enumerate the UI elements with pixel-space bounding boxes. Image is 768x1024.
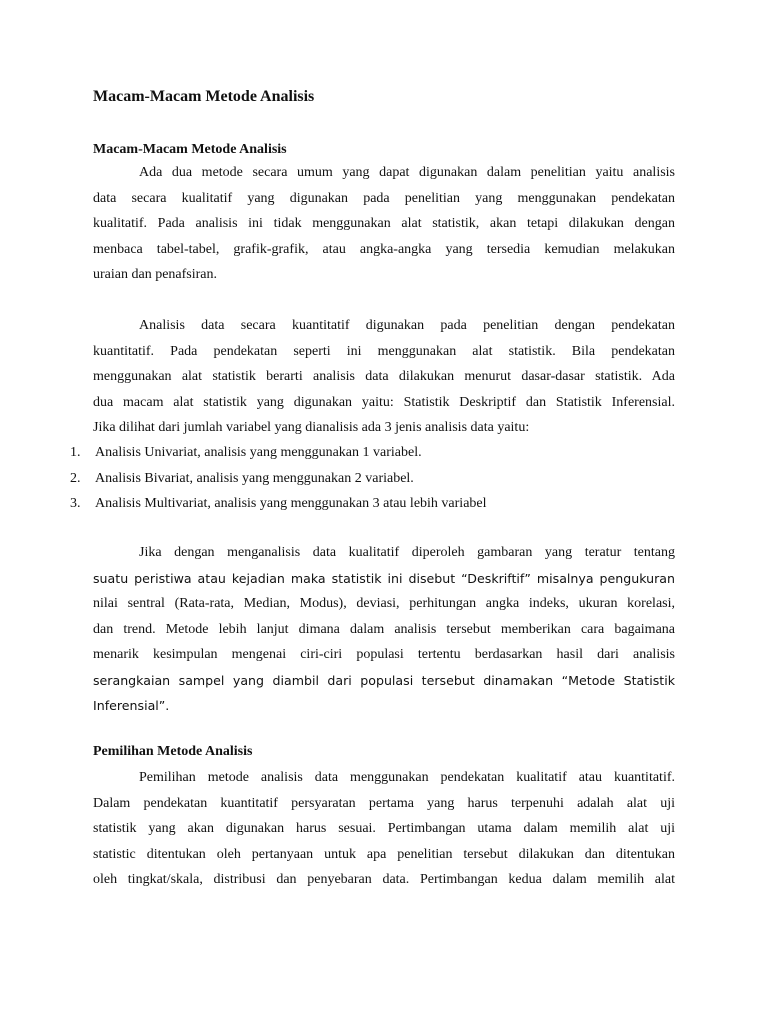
text-line: Ada dua metode secara umum yang dapat digunakan dalam penelitian yaitu analisis [139,165,675,180]
text-line: menbaca tabel-tabel, grafik-grafik, atau angka-angka yang tersedia kemudian melakukan [93,241,675,257]
text-line: uraian dan penafsiran. [93,267,217,282]
list-item [70,440,675,466]
text-line: kualitatif. Pada analisis ini tidak menggunakan alat statistik, akan tetapi dilakukan dengan [93,216,675,231]
section-heading-macam: Macam-Macam Metode Analisis [93,142,287,157]
list-text: Analisis Univariat, analisis yang menggunakan 1 variabel. [95,445,422,460]
list-number: 1. [70,445,81,460]
list-number: 2. [70,470,81,486]
paragraph-kuantitatif [93,313,675,441]
text-line: Inferensial”. [93,698,170,713]
list-text: Analisis Multivariat, analisis yang menggunakan 3 atau lebih variabel [95,496,487,511]
paragraph-kualitatif [93,160,675,288]
list-text: Analisis Bivariat, analisis yang menggunakan 2 variabel. [95,470,414,486]
document-title: Macam-Macam Metode Analisis [93,88,315,105]
list-number: 3. [70,496,81,511]
text-line: Jika dengan menganalisis data kualitatif diperoleh gambaran yang teratur tentang [139,545,675,560]
section-heading-pemilihan: Pemilihan Metode Analisis [93,744,253,759]
text-line: data secara kualitatif yang digunakan pada penelitian yang menggunakan pendekatan [93,190,675,206]
text-line: suatu peristiwa atau kejadian maka statistik ini disebut “Deskriftif” misalnya pengukuran [93,570,675,586]
paragraph-deskriptif [93,540,675,719]
text-line: statistik yang akan digunakan harus sesuai. Pertimbangan utama dalam memilih alat uji [93,821,675,836]
text-line: oleh tingkat/skala, distribusi dan penyebaran data. Pertimbangan kedua dalam memilih alat [93,872,675,887]
list-item [70,466,675,492]
paragraph-pemilihan [93,765,675,893]
text-line: statistic ditentukan oleh pertanyaan untuk apa penelitian tersebut dilakukan dan ditentukan [93,846,675,862]
text-line: Dalam pendekatan kuantitatif persyaratan pertama yang harus terpenuhi adalah alat uji [93,795,675,811]
text-line: dua macam alat statistik yang digunakan yaitu: Statistik Deskriptif dan Statistik Inferensial. [93,394,675,410]
list-item [70,491,675,517]
text-line: serangkaian sampel yang diambil dari populasi tersebut dinamakan “Metode Statistik [93,672,675,688]
analysis-type-list [70,440,675,517]
text-line: Pemilihan metode analisis data menggunakan pendekatan kualitatif atau kuantitatif. [139,770,675,785]
text-line: Jika dilihat dari jumlah variabel yang dianalisis ada 3 jenis analisis data yaitu: [93,420,530,435]
text-line: dan trend. Metode lebih lanjut dimana dalam analisis tersebut memberikan cara bagaimana [93,621,675,637]
text-line: Analisis data secara kuantitatif digunakan pada penelitian dengan pendekatan [139,318,675,333]
text-line: nilai sentral (Rata-rata, Median, Modus), deviasi, perhitungan angka indeks, ukuran korelasi, [93,596,675,611]
text-line: menarik kesimpulan mengenai ciri-ciri populasi tertentu berdasarkan hasil dari analisis [93,647,675,662]
text-line: kuantitatif. Pada pendekatan seperti ini menggunakan alat statistik. Bila pendekatan [93,343,675,359]
text-line: menggunakan alat statistik berarti analisis data dilakukan menurut dasar-dasar statistik. Ada [93,369,675,384]
